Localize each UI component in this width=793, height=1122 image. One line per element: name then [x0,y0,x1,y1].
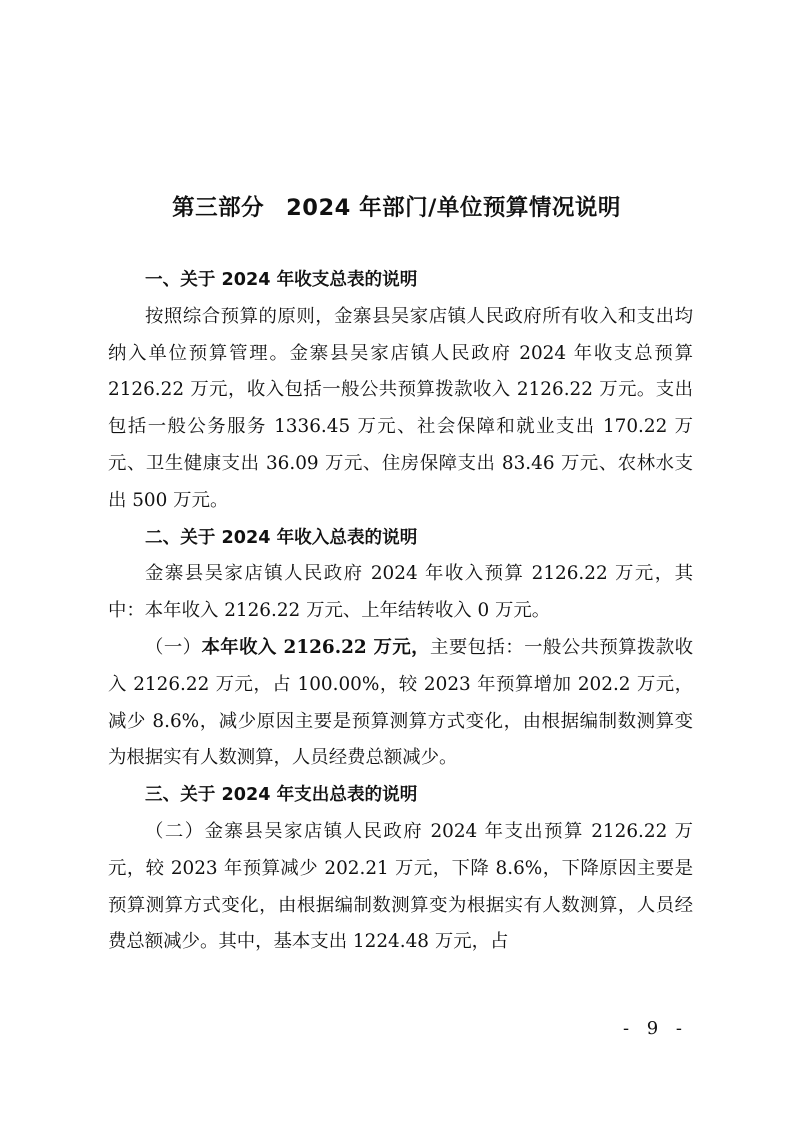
section-1-paragraph: 按照综合预算的原则，金寨县吴家店镇人民政府所有收入和支出均纳入单位预算管理。金寨县吴家店镇人民政府 2024 年收支总预算 2126.22 万元，收入包括一般公共预算拨款收入 2126.22 万元。支出包括一般公务服务 1336.45 万元、社会保障和就业支出 170.22 万元、卫生健康支出 36.09 万元、住房保障支出 83.46 万元、农林水支出 500 万元。 [108,305,693,511]
section-3-heading: 三、关于 2024 年支出总表的说明 [145,785,418,806]
section-2-paragraph: 金寨县吴家店镇人民政府 2024 年收入预算 2126.22 万元，其中：本年收入 2126.22 万元、上年结转收入 0 万元。 [108,563,693,622]
section-1-heading: 一、关于 2024 年收支总表的说明 [145,270,418,290]
section-2-subparagraph [108,630,693,777]
page-number: - 9 - [622,1018,688,1039]
title-part: 第三部分 [172,195,265,221]
section-2-heading: 二、关于 2024 年收入总表的说明 [145,527,418,548]
sub-bold-lead: 本年收入 2126.22 万元， [201,636,430,658]
document-body [108,262,693,961]
title-text: 2024 年部门/单位预算情况说明 [286,195,621,221]
sub-rest: 主要包括：一般公共预算拨款收入 2126.22 万元，占 100.00%，较 2023 年预算增加 202.2 万元，减少 8.6%，减少原因主要是预算测算方式变化，由根据编制数测算变为根据实有人数测算，人员经费总额减少。 [108,636,693,769]
sub-prefix: （一） [145,636,202,658]
section-3-paragraph: （二）金寨县吴家店镇人民政府 2024 年支出预算 2126.22 万元，较 2023 年预算减少 202.21 万元，下降 8.6%，下降原因主要是预算测算方式变化，由根据编制数测算变为根据实有人数测算，人员经费总额减少。其中，基本支出 1224.48 万元，占 [108,820,693,953]
page-title [0,190,793,222]
